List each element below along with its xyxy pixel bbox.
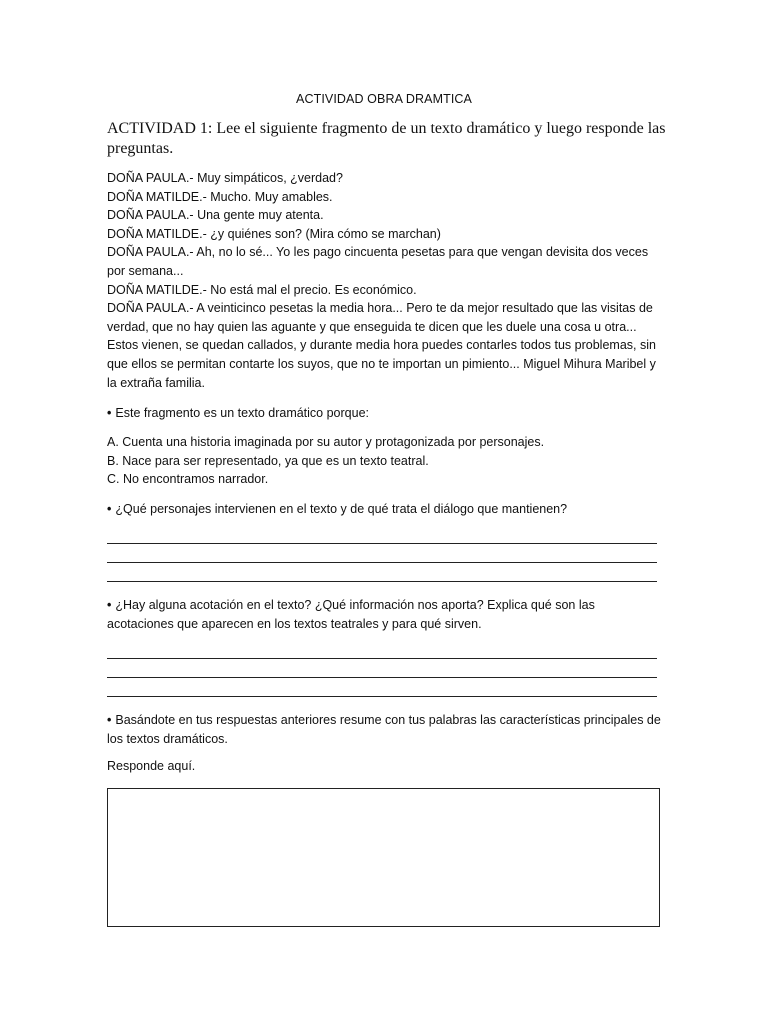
bullet-icon: • [107,502,112,516]
question-1-text: Este fragmento es un texto dramático porque: [115,406,370,420]
answer-line[interactable] [107,581,657,582]
answer-line[interactable] [107,658,657,659]
answer-box[interactable] [107,788,660,927]
option-b: B. Nace para ser representado, ya que es un texto teatral. [107,453,429,468]
bullet-icon: • [107,406,112,420]
option-a: A. Cuenta una historia imaginada por su autor y protagonizada por personajes. [107,435,545,449]
question-3-text: ¿Hay alguna acotación en el texto? ¿Qué información nos aporta? Explica qué son las acotaciones que aparecen en los textos teatrales y para qué sirven. [107,598,595,631]
question-1 [107,404,663,423]
question-2-text: ¿Qué personajes intervienen en el texto y de qué trata el diálogo que mantienen? [115,502,568,516]
dialogue-line: DOÑA PAULA.- Muy simpáticos, ¿verdad? [107,171,343,185]
question-3 [107,596,663,633]
bullet-icon: • [107,598,112,612]
dialogue-line: DOÑA PAULA.- Una gente muy atenta. [107,208,324,223]
bullet-icon: • [107,713,112,727]
question-1-options [107,433,663,489]
question-4-text: Basándote en tus respuestas anteriores resume con tus palabras las características principales de los textos dramáticos. [107,713,661,746]
answer-line[interactable] [107,562,657,563]
dialogue-line: DOÑA MATILDE.- ¿y quiénes son? (Mira cómo se marchan) [107,226,441,241]
question-2 [107,500,663,519]
dialogue-line: DOÑA PAULA.- A veinticinco pesetas la media hora... Pero te da mejor resultado que las visitas de verdad, que no hay quien las aguante y que enseguida te dicen que les duele una cosa u otra... Estos vienen, se quedan callados, y durante media hora puedes contarles todos tus problemas, sin que ellos se permitan contarte los suyos, que no te importan un pimiento... Miguel Mihura Maribel y la extraña familia. [107,301,656,390]
answer-line[interactable] [107,543,657,544]
dialogue-line: DOÑA MATILDE.- Mucho. Muy amables. [107,189,333,204]
dialogue-line: DOÑA MATILDE.- No está mal el precio. Es económico. [107,282,417,297]
activity-heading: ACTIVIDAD 1: Lee el siguiente fragmento de un texto dramático y luego responde las preguntas. [107,120,666,157]
respond-label: Responde aquí. [107,759,196,773]
answer-line[interactable] [107,677,657,678]
question-4 [107,711,663,748]
document-title: ACTIVIDAD OBRA DRAMTICA [296,92,472,106]
dialogue-fragment [107,169,663,392]
answer-line[interactable] [107,696,657,697]
option-c: C. No encontramos narrador. [107,472,269,487]
dialogue-line: DOÑA PAULA.- Ah, no lo sé... Yo les pago cincuenta pesetas para que vengan devisita dos veces por semana... [107,245,649,278]
